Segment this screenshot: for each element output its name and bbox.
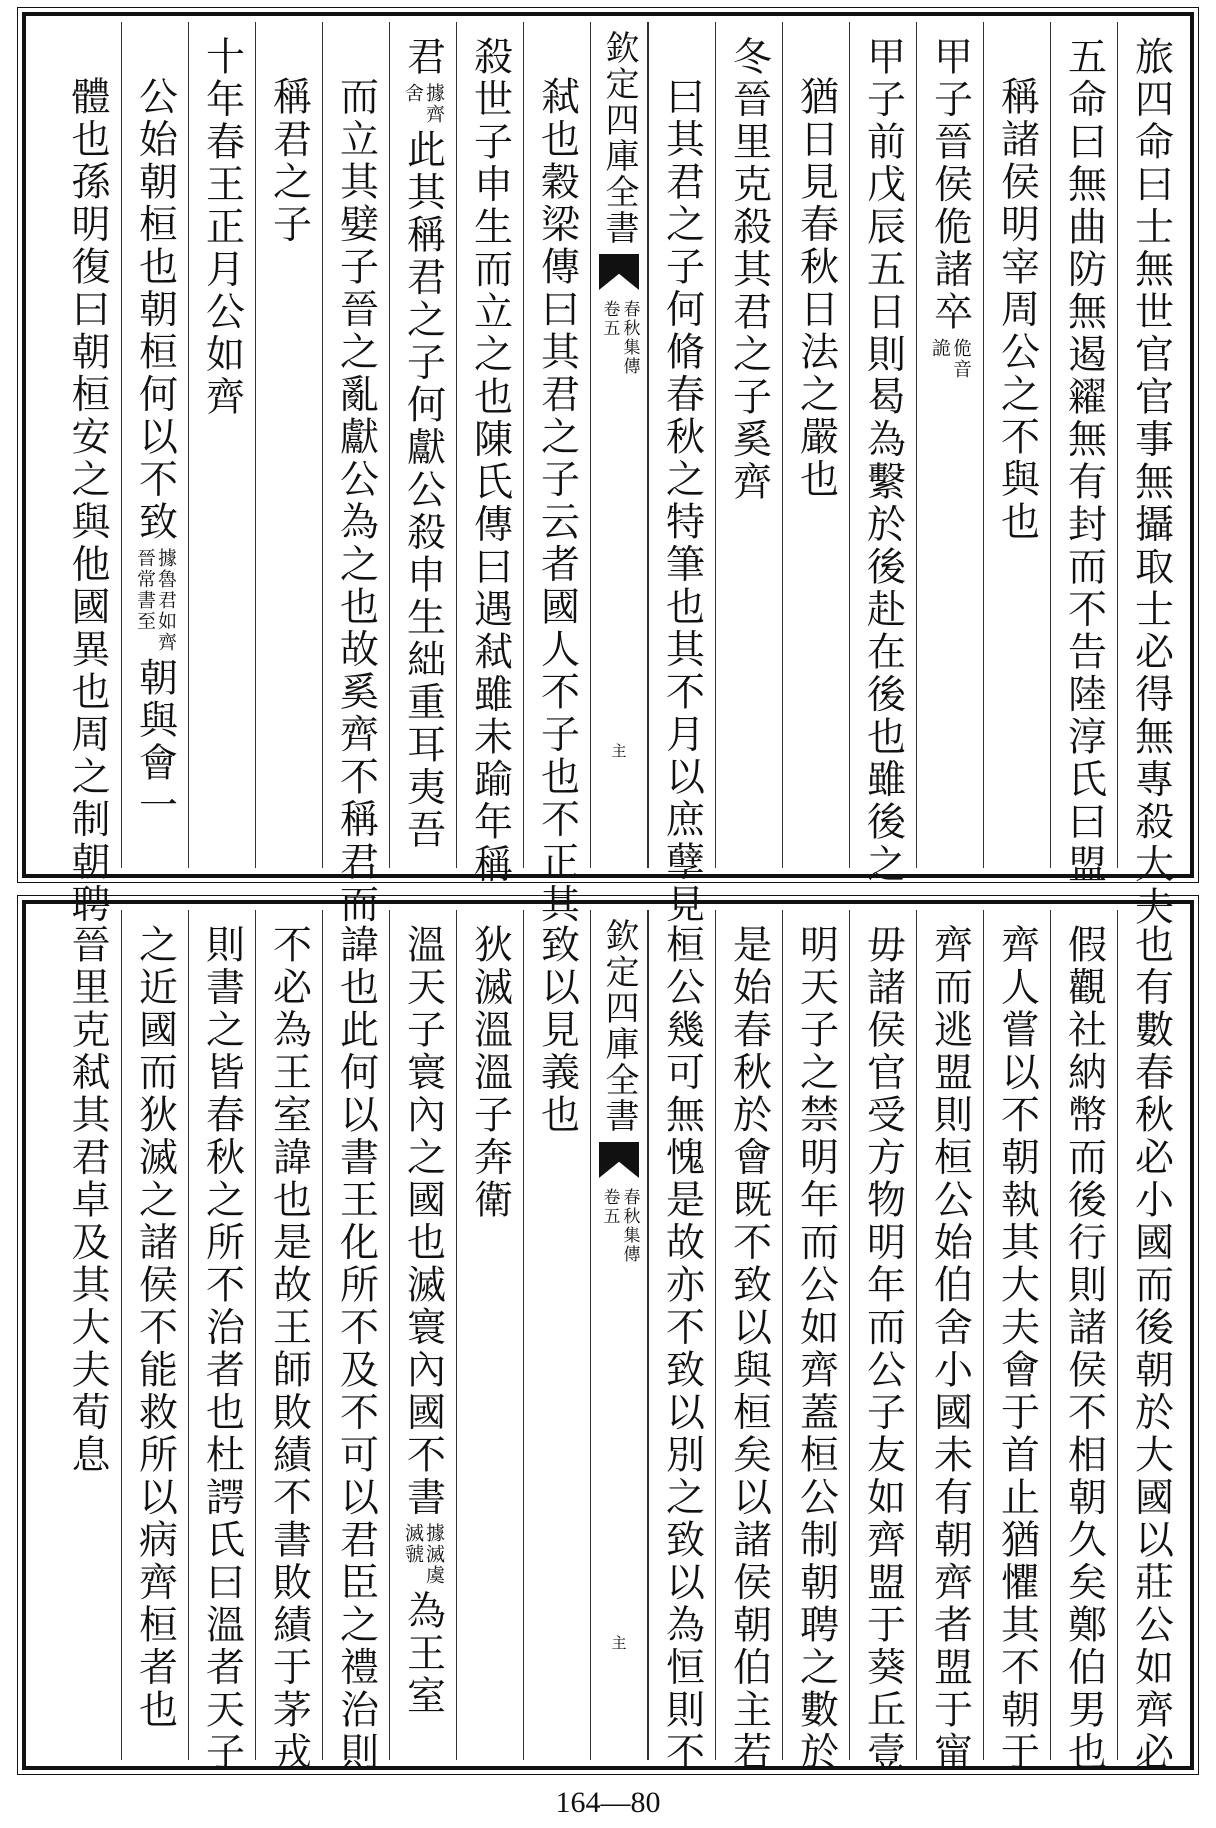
main-text: 甲子前戊辰五日則曷為繫於後赴在後也雖後之 — [860, 36, 906, 886]
column-sequence — [860, 924, 906, 1774]
note-text: 佹音 — [950, 337, 972, 380]
main-text-continued: 此其稱君之子何獻公殺申生絀重耳夷吾 — [400, 128, 446, 851]
text-column — [1117, 22, 1184, 929]
main-text: 毋諸侯官受方物明年而公子友如齊盟于葵丘壹 — [860, 924, 906, 1774]
column-sequence — [467, 924, 513, 1222]
main-text: 諱也此何以書王化所不及不可以君臣之禮治則 — [333, 924, 379, 1774]
column-sequence — [333, 36, 379, 926]
column-sequence — [534, 36, 580, 926]
column-sequence — [860, 36, 906, 886]
text-column — [648, 910, 715, 1774]
text-column — [983, 910, 1050, 1774]
main-text: 稱君之子 — [266, 76, 312, 246]
spine-page: 主 — [609, 743, 628, 758]
column-sequence — [994, 924, 1040, 1774]
center-spine — [590, 910, 648, 1760]
note-text: 晉常書至 — [134, 547, 156, 632]
note-text: 舍 — [402, 82, 424, 104]
main-text: 溫天子寰內之國也滅寰內國不書 — [400, 924, 446, 1519]
main-text: 是始春秋於會既不致以與桓矣以諸侯朝伯主若 — [726, 924, 772, 1774]
column-sequence — [793, 924, 839, 1774]
text-column — [188, 22, 255, 868]
interlinear-note — [403, 1523, 443, 1586]
text-column — [456, 910, 523, 1760]
text-column — [1050, 910, 1117, 1774]
text-column — [983, 22, 1050, 868]
column-sequence — [333, 924, 379, 1774]
interlinear-note — [135, 548, 175, 653]
column-area — [32, 910, 1184, 1774]
text-column — [1050, 22, 1117, 886]
main-text: 曰其君之子何脩春秋之特筆也其不月以庶孽見 — [659, 76, 705, 926]
text-column — [648, 22, 715, 926]
column-sequence — [659, 36, 705, 926]
main-text: 十年春王正月公如齊 — [199, 36, 245, 419]
column-sequence — [534, 924, 580, 1137]
column-sequence — [793, 36, 839, 501]
text-column — [849, 22, 916, 886]
column-sequence — [659, 924, 705, 1774]
main-text: 而立其嬖子晉之亂獻公為之也故奚齊不稱君而 — [333, 76, 379, 926]
note-text: 滅虢 — [402, 1523, 424, 1565]
column-sequence — [1128, 924, 1174, 1774]
column-sequence — [1128, 36, 1174, 929]
main-text: 齊人嘗以不朝執其大夫會于首止猶懼其不朝于 — [994, 924, 1040, 1774]
main-text: 之近國而狄滅之諸侯不能救所以病齊桓者也 — [132, 924, 178, 1732]
note-text: 據滅虞 — [423, 1523, 445, 1586]
note-text: 詭 — [929, 337, 951, 359]
spine-book: 春秋集傳 — [619, 1188, 640, 1264]
interlinear-note — [930, 338, 970, 380]
spine-title: 欽定四庫全書 — [599, 918, 639, 1134]
text-column — [54, 22, 121, 926]
main-text: 體也孫明復曰朝桓安之與他國異也周之制朝聘 — [65, 76, 110, 926]
main-text: 稱諸侯明宰周公之不與也 — [994, 76, 1040, 544]
note-text: 據魯君如齊 — [155, 547, 177, 653]
text-column — [121, 910, 188, 1760]
main-text: 桓公幾可無愧是故亦不致以別之致以為恒則不 — [659, 924, 705, 1774]
column-area — [32, 22, 1184, 929]
folio-top — [22, 12, 1194, 929]
spine-meta — [601, 300, 638, 376]
main-text: 則書之皆春秋之所不治者也杜諤氏曰溫者天子 — [199, 924, 245, 1774]
text-column — [188, 910, 255, 1774]
spine-page: 主 — [609, 1635, 628, 1650]
column-sequence — [65, 36, 110, 926]
text-column — [715, 22, 782, 868]
main-text: 假觀社納幣而後行則諸侯不相朝久矣鄭伯男也 — [1061, 924, 1107, 1774]
column-sequence — [1061, 924, 1107, 1774]
text-column — [849, 910, 916, 1774]
text-column — [782, 22, 849, 868]
spine-title: 欽定四庫全書 — [599, 30, 639, 246]
text-column — [121, 22, 188, 868]
text-column — [523, 22, 590, 926]
column-sequence — [994, 36, 1040, 544]
main-text: 不必為王室諱也是故王師敗績不書敗績于茅戎 — [266, 924, 312, 1774]
text-column — [715, 910, 782, 1774]
main-text: 殺世子申生而立之也陳氏傳曰遇弒雖未踰年稱 — [467, 36, 513, 886]
column-sequence — [726, 36, 772, 504]
fishtail-mark — [599, 254, 639, 290]
spine-meta — [601, 1188, 638, 1264]
text-column — [389, 910, 456, 1760]
column-sequence — [927, 924, 973, 1774]
main-text: 晉里克弒其君卓及其大夫荀息 — [65, 924, 110, 1477]
column-sequence — [467, 36, 513, 886]
fishtail-mark — [599, 1142, 639, 1178]
column-sequence — [1061, 36, 1107, 886]
center-spine — [590, 22, 648, 868]
text-column — [916, 910, 983, 1774]
main-text: 致以見義也 — [534, 924, 580, 1137]
folio-bottom — [22, 900, 1194, 1774]
main-text: 齊而逃盟則桓公始伯舍小國未有朝齊者盟于甯 — [927, 924, 973, 1774]
column-sequence — [132, 36, 178, 827]
column-sequence — [400, 924, 446, 1718]
text-column — [1117, 910, 1184, 1774]
column-sequence — [400, 36, 446, 851]
main-text: 猶日見春秋日法之嚴也 — [793, 76, 839, 501]
main-text: 甲子晉侯佹諸卒 — [927, 36, 973, 334]
text-column — [255, 910, 322, 1774]
text-column — [54, 910, 121, 1760]
main-text: 明天子之禁明年而公如齊蓋桓公制朝聘之數於 — [793, 924, 839, 1774]
column-sequence — [132, 924, 178, 1732]
column-sequence — [266, 36, 312, 246]
spine-volume: 卷五 — [599, 1188, 620, 1226]
note-text: 據齊 — [423, 82, 445, 125]
spine-volume: 卷五 — [599, 300, 620, 338]
text-column — [523, 910, 590, 1760]
column-sequence — [266, 924, 312, 1774]
column-sequence — [927, 36, 973, 384]
text-column — [255, 22, 322, 868]
main-text: 君 — [400, 36, 446, 79]
text-column — [456, 22, 523, 886]
text-column — [389, 22, 456, 868]
column-sequence — [199, 924, 245, 1774]
text-column — [322, 910, 389, 1774]
column-sequence — [199, 36, 245, 419]
spine-book: 春秋集傳 — [619, 300, 640, 376]
main-text: 五命曰無曲防無遏糴無有封而不告陸淳氏曰盟 — [1061, 36, 1107, 886]
interlinear-note — [403, 83, 443, 125]
main-text: 狄滅溫溫子奔衛 — [467, 924, 513, 1222]
main-text-continued: 朝與會一 — [132, 656, 178, 827]
column-sequence — [65, 924, 110, 1477]
main-text: 弒也穀梁傳曰其君之子云者國人不子也不正其 — [534, 76, 580, 926]
page-number: 164—80 — [555, 1786, 661, 1819]
text-column — [916, 22, 983, 868]
main-text: 冬晉里克殺其君之子奚齊 — [726, 36, 772, 504]
main-text: 旅四命曰士無世官官事無攝取士必得無專殺大夫 — [1128, 36, 1174, 929]
main-text: 也有數春秋必小國而後朝於大國以莊公如齊必 — [1128, 924, 1174, 1774]
text-column — [322, 22, 389, 926]
main-text-continued: 為王室 — [400, 1590, 446, 1718]
text-column — [782, 910, 849, 1774]
main-text: 公始朝桓也朝桓何以不致 — [132, 76, 178, 544]
column-sequence — [726, 924, 772, 1774]
